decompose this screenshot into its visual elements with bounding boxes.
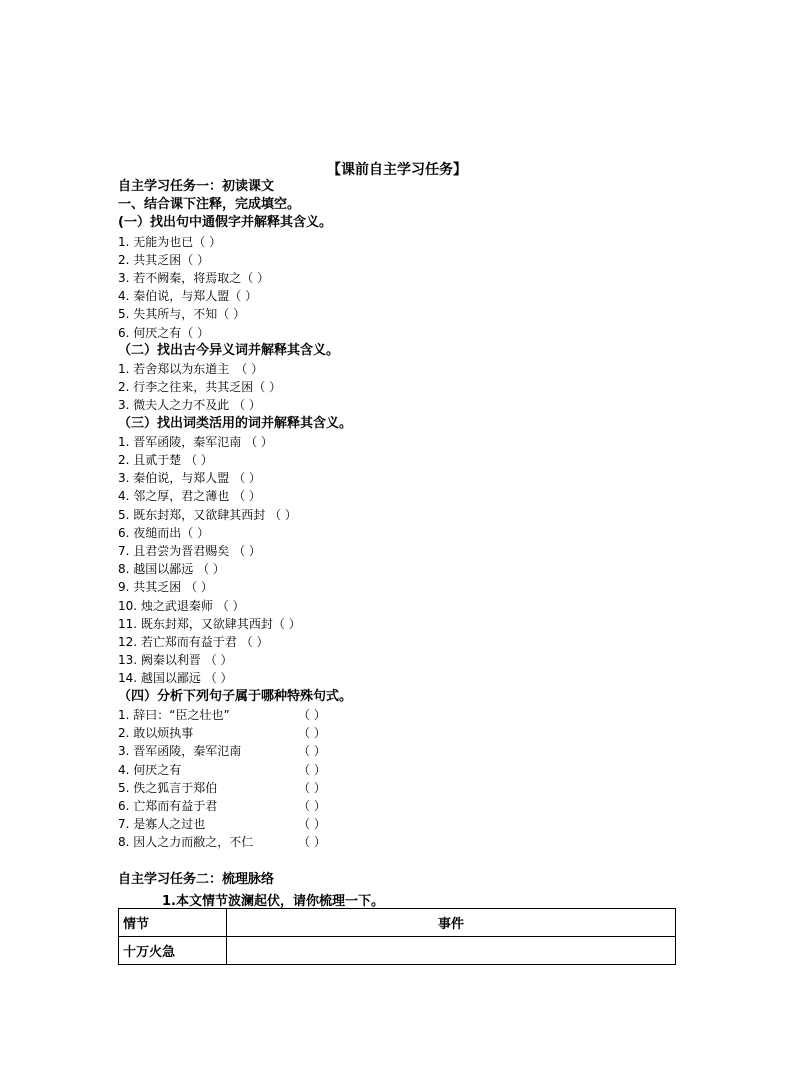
list-item: 3. 微夫人之力不及此 （ ） [118,398,261,413]
table-header-row [119,909,676,937]
list-item: 1. 晋军函陵，秦军氾南 （ ） [118,434,273,449]
answer-blank[interactable]: （ ） [298,744,326,759]
list-item: 14. 越国以鄙远 （ ） [118,671,233,686]
task2-instruction: 1.本文情节波澜起伏，请你梳理一下。 [162,894,384,909]
section2-heading: （二）找出古今异义词并解释其含义。 [118,342,340,358]
column-header-event: 事件 [227,909,676,937]
table-row [119,937,676,965]
list-item: 3. 若不阙秦，将焉取之（ ） [118,271,270,286]
plot-table [118,908,676,965]
list-item: 5. 既东封郑，又欲肆其西封 （ ） [118,507,297,522]
list-item: 1. 无能为也已（ ） [118,234,222,249]
list-item: 6. 何厌之有（ ） [118,325,210,340]
section1-heading: (一）找出句中通假字并解释其含义。 [118,215,332,231]
sentence: 3. 晋军函陵，秦军氾南 [118,744,242,759]
answer-blank[interactable]: （ ） [298,780,326,795]
list-item [118,724,718,742]
task1-block [118,178,718,852]
list-item [118,797,718,815]
list-item: 1. 若舍郑以为东道主 （ ） [118,362,264,377]
list-item: 2. 共其乏困（ ） [118,252,210,267]
list-item [118,706,718,724]
plot-cell: 十万火急 [119,937,227,965]
task1-heading: 自主学习任务一：初读课文 [118,179,275,194]
answer-blank[interactable]: （ ） [298,762,326,777]
list-item: 3. 秦伯说，与郑人盟 （ ） [118,471,261,486]
column-header-plot: 情节 [119,909,227,937]
event-cell[interactable] [227,937,676,965]
sentence: 8. 因人之力而敝之，不仁 [118,835,254,850]
list-item [118,779,718,797]
part1-heading: 一、结合课下注释，完成填空。 [118,197,301,213]
section4-heading: （四）分析下列句子属于哪种特殊句式。 [118,688,353,704]
sentence: 6. 亡郑而有益于君 [118,798,218,813]
list-item: 10. 烛之武退秦师 （ ） [118,598,245,613]
list-item: 13. 阙秦以利晋 （ ） [118,653,233,668]
list-item [118,833,718,851]
section3-heading: （三）找出词类活用的词并解释其含义。 [118,415,353,431]
list-item: 2. 且贰于楚 （ ） [118,453,213,468]
sentence: 4. 何厌之有 [118,762,182,777]
task2-heading: 自主学习任务二：梳理脉络 [118,872,275,887]
list-item: 4. 秦伯说，与郑人盟（ ） [118,289,258,304]
list-item: 12. 若亡郑而有益于君 （ ） [118,635,269,650]
page-title: 【课前自主学习任务】 [327,162,467,178]
sentence: 7. 是寡人之过也 [118,817,206,832]
list-item: 5. 失其所与，不知（ ） [118,307,246,322]
sentence: 2. 敢以烦执事 [118,726,194,741]
list-item [118,815,718,833]
answer-blank[interactable]: （ ） [298,817,326,832]
answer-blank[interactable]: （ ） [298,726,326,741]
answer-blank[interactable]: （ ） [298,798,326,813]
list-item: 2. 行李之往来，共其乏困（ ） [118,380,282,395]
answer-blank[interactable]: （ ） [298,707,326,722]
sentence: 1. 辞曰：“臣之壮也” [118,707,230,722]
list-item [118,742,718,760]
list-item [118,761,718,779]
answer-blank[interactable]: （ ） [298,835,326,850]
list-item: 4. 邻之厚，君之薄也 （ ） [118,489,261,504]
sentence: 5. 佚之狐言于郑伯 [118,780,218,795]
list-item: 9. 共其乏困 （ ） [118,580,213,595]
list-item: 7. 且君尝为晋君赐矣 （ ） [118,544,261,559]
list-item: 8. 越国以鄙远 （ ） [118,562,225,577]
list-item: 11. 既东封郑，又欲肆其西封（ ） [118,616,301,631]
list-item: 6. 夜缒而出（ ） [118,525,210,540]
